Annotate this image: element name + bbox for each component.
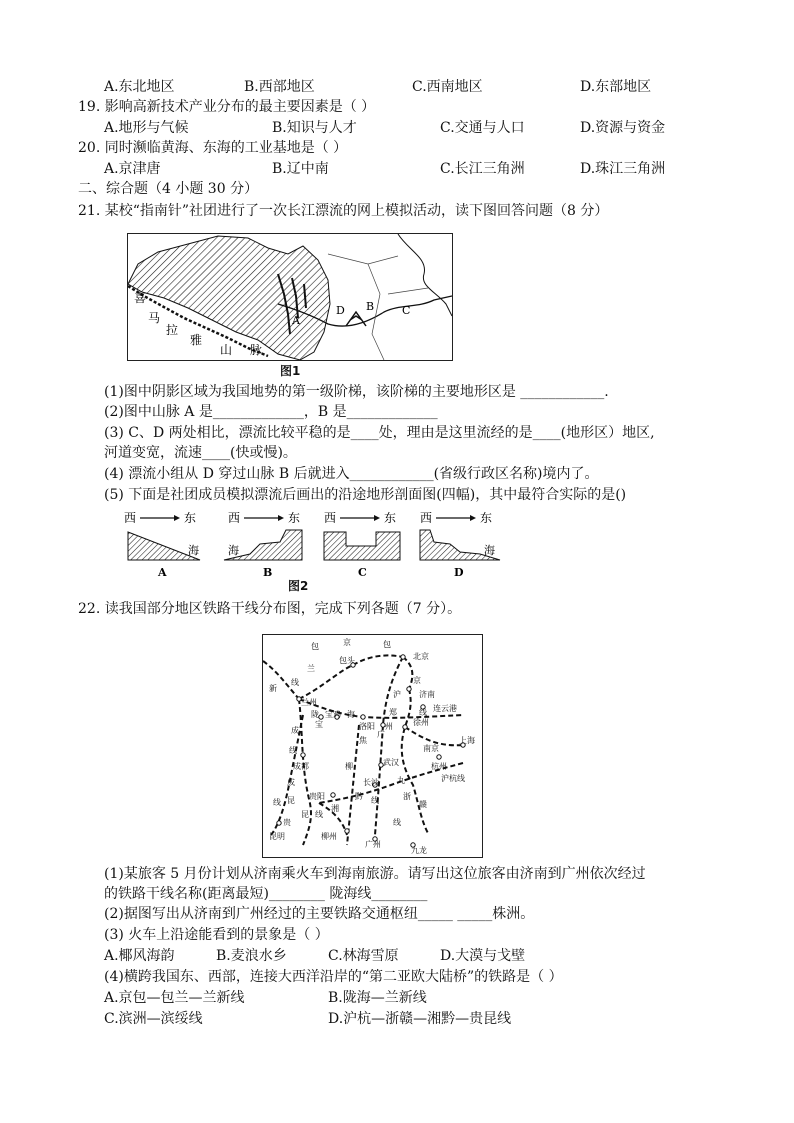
svg-text:九: 九 — [397, 776, 405, 785]
svg-text:东: 东 — [480, 511, 493, 525]
svg-text:浙: 浙 — [403, 792, 411, 801]
railway-map — [262, 634, 483, 858]
svg-text:新: 新 — [269, 684, 277, 693]
svg-text:东: 东 — [288, 511, 301, 525]
q19-option-c: C.交通与人口 — [440, 120, 525, 136]
svg-text:昆: 昆 — [287, 796, 295, 805]
svg-text:黔: 黔 — [355, 792, 363, 801]
svg-text:贵: 贵 — [283, 818, 291, 827]
profile-a — [124, 511, 200, 579]
svg-text:线: 线 — [393, 818, 401, 827]
figure1-caption: 图1 — [280, 364, 301, 378]
svg-text:包: 包 — [311, 642, 319, 651]
svg-text:西: 西 — [420, 511, 433, 525]
q21-sub5: (5) 下面是社团成员模拟漂流后画出的沿途地形剖面图(四幅)，其中最符合实际的是() — [104, 487, 627, 503]
svg-text:贵阳: 贵阳 — [309, 792, 325, 801]
svg-text:包: 包 — [383, 640, 391, 649]
svg-text:线: 线 — [289, 746, 297, 755]
q22-sub3-option-a: A.椰风海韵 — [104, 948, 175, 964]
svg-text:海: 海 — [484, 544, 495, 557]
first-step-shaded-area — [128, 236, 330, 360]
q22-sub4: (4)横跨我国东、西部，连接大西洋沿岸的“第二亚欧大陆桥”的铁路是（ ） — [104, 969, 563, 985]
svg-text:连云港: 连云港 — [433, 704, 457, 713]
label-mai: 脉 — [250, 343, 263, 357]
svg-text:湘: 湘 — [331, 804, 339, 813]
svg-text:线: 线 — [371, 796, 379, 805]
svg-text:上海: 上海 — [459, 736, 475, 745]
svg-text:广: 广 — [377, 730, 385, 739]
q21-sub3b: 河道变宽，流速____(快或慢)。 — [104, 445, 297, 461]
svg-text:线: 线 — [315, 810, 323, 819]
profile-d — [420, 511, 500, 579]
q18-option-a: A.东北地区 — [104, 79, 175, 95]
svg-text:济南: 济南 — [419, 690, 435, 699]
label-la: 拉 — [166, 323, 179, 337]
svg-text:东: 东 — [384, 511, 397, 525]
q22-sub4-option-a: A.京包—包兰—兰新线 — [104, 990, 245, 1006]
svg-text:成: 成 — [287, 778, 295, 787]
q22-sub1b: 的铁路干线名称(距离最短)________ 陇海线________ — [104, 886, 428, 902]
svg-text:京: 京 — [343, 638, 351, 647]
svg-text:焦: 焦 — [359, 736, 367, 745]
svg-text:徐州: 徐州 — [413, 718, 429, 727]
q22-sub4-option-b: B.陇海—兰新线 — [328, 990, 427, 1006]
q22-sub4-option-c: C.滨洲—滨绥线 — [104, 1011, 203, 1027]
q22-sub3-option-c: C.林海雪原 — [328, 948, 399, 964]
svg-text:北京: 北京 — [413, 652, 429, 661]
svg-text:九龙: 九龙 — [411, 846, 427, 855]
q21-stem: 21. 某校“指南针”社团进行了一次长江漂流的网上模拟活动，读下图回答问题（8 分） — [78, 203, 609, 219]
q21-sub1: (1)图中阴影区域为我国地势的第一级阶梯，该阶梯的主要地形区是 ____________. — [104, 384, 609, 400]
svg-text:线: 线 — [419, 708, 427, 717]
label-b: B — [366, 300, 375, 313]
svg-text:杭州: 杭州 — [431, 762, 447, 771]
q20-option-a: A.京津唐 — [104, 161, 161, 177]
svg-text:洛阳: 洛阳 — [359, 722, 375, 731]
q19-option-b: B.知识与人才 — [272, 120, 357, 136]
svg-text:州: 州 — [385, 722, 393, 731]
figure2-caption: 图2 — [288, 579, 309, 593]
svg-text:京: 京 — [413, 676, 421, 685]
q22-sub2: (2)据图写出从济南到广州经过的主要铁路交通枢纽_____ _____株洲。 — [104, 906, 535, 922]
label-c: C — [402, 304, 411, 317]
svg-text:柳: 柳 — [345, 762, 353, 771]
svg-text:赣: 赣 — [419, 800, 427, 809]
svg-text:广州: 广州 — [365, 840, 381, 849]
svg-text:海: 海 — [347, 710, 355, 719]
svg-text:兰: 兰 — [307, 664, 315, 673]
svg-text:兰州: 兰州 — [301, 698, 317, 707]
profile-c — [324, 511, 400, 579]
svg-text:D: D — [454, 566, 464, 579]
q20-option-d: D.珠江三角洲 — [580, 161, 666, 177]
q18-option-b: B.西部地区 — [244, 79, 315, 95]
svg-text:西: 西 — [228, 511, 241, 525]
svg-text:包头: 包头 — [339, 656, 355, 665]
svg-text:陇: 陇 — [311, 710, 319, 719]
svg-text:成: 成 — [291, 726, 299, 735]
q18-option-d: D.东部地区 — [580, 79, 652, 95]
svg-text:西: 西 — [324, 511, 337, 525]
svg-text:柳州: 柳州 — [321, 832, 337, 841]
q20-stem: 20. 同时濒临黄海、东海的工业基地是（ ） — [78, 140, 348, 156]
svg-text:成都: 成都 — [293, 762, 309, 771]
q22-sub4-option-d: D.沪杭—浙赣—湘黔—贵昆线 — [328, 1011, 512, 1027]
svg-text:东: 东 — [184, 511, 197, 525]
svg-text:西: 西 — [124, 511, 137, 525]
figure1-terrain-map — [127, 233, 453, 361]
q19-option-a: A.地形与气候 — [104, 120, 189, 136]
svg-text:A: A — [158, 566, 167, 579]
svg-text:线: 线 — [291, 678, 299, 687]
q19-option-d: D.资源与资金 — [580, 120, 666, 136]
q18-option-c: C.西南地区 — [412, 79, 483, 95]
q22-sub3-option-b: B.麦浪水乡 — [216, 948, 287, 964]
q20-option-c: C.长江三角洲 — [440, 161, 525, 177]
q22-sub1a: (1)某旅客 5 月份计划从济南乘火车到海南旅游。请写出这位旅客由济南到广州依次经过 — [104, 866, 646, 882]
label-a: A — [292, 314, 300, 327]
svg-text:沪: 沪 — [393, 690, 401, 699]
svg-text:海: 海 — [228, 544, 239, 557]
q21-sub3a: (3) C、D 两处相比，漂流比较平稳的是____处，理由是这里流经的是____(地形区）地区, — [104, 425, 655, 441]
profile-b — [224, 511, 302, 579]
svg-text:B: B — [263, 566, 273, 579]
svg-text:郑: 郑 — [389, 708, 397, 717]
q22-sub3: (3) 火车上沿途能看到的景象是（ ） — [104, 927, 329, 943]
section-heading: 二、综合题（4 小题 30 分） — [78, 181, 259, 197]
svg-text:沪杭线: 沪杭线 — [441, 774, 465, 783]
svg-text:C: C — [358, 566, 367, 579]
figure2-profiles — [120, 508, 510, 590]
label-d: D — [336, 304, 345, 317]
q20-option-b: B.辽中南 — [272, 161, 329, 177]
label-shan: 山 — [220, 343, 233, 357]
svg-text:武汉: 武汉 — [383, 758, 399, 767]
label-xi: 喜 — [134, 291, 147, 305]
svg-text:昆明: 昆明 — [269, 832, 285, 841]
svg-text:南京: 南京 — [423, 744, 439, 753]
label-ma: 马 — [148, 311, 161, 325]
svg-text:长沙: 长沙 — [363, 778, 379, 787]
q21-sub4: (4) 漂流小组从 D 穿过山脉 B 后就进入____________(省级行政区名称)境内了。 — [104, 466, 599, 482]
svg-text:海: 海 — [188, 544, 199, 557]
svg-text:宝鸡: 宝鸡 — [325, 710, 341, 719]
q22-sub3-option-d: D.大漠与戈壁 — [440, 948, 526, 964]
label-ya: 雅 — [190, 333, 203, 347]
svg-text:宝: 宝 — [315, 720, 323, 729]
svg-text:线: 线 — [273, 798, 281, 807]
q22-stem: 22. 读我国部分地区铁路干线分布图，完成下列各题（7 分）。 — [78, 601, 462, 617]
svg-text:昆: 昆 — [301, 810, 309, 819]
q21-sub2: (2)图中山脉 A 是_____________，B 是_____________ — [104, 404, 438, 420]
q19-stem: 19. 影响高新技术产业分布的最主要因素是（ ） — [78, 99, 376, 115]
